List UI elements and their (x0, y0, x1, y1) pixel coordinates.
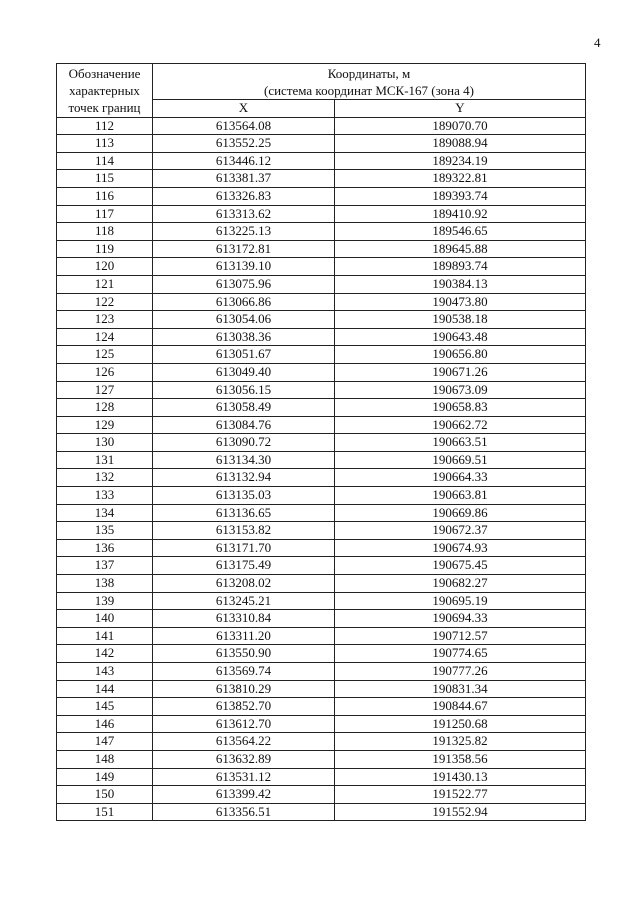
table-row (57, 434, 586, 452)
y-coordinate-cell: 190664.33 (335, 469, 586, 487)
x-coordinate-cell: 613136.65 (153, 504, 335, 522)
x-coordinate-cell: 613311.20 (153, 627, 335, 645)
table-row (57, 416, 586, 434)
y-coordinate-cell: 190694.33 (335, 610, 586, 628)
table-row (57, 293, 586, 311)
x-coordinate-cell: 613172.81 (153, 240, 335, 258)
x-coordinate-cell: 613132.94 (153, 469, 335, 487)
table-header (57, 64, 586, 118)
x-coordinate-cell: 613632.89 (153, 750, 335, 768)
x-coordinate-cell: 613075.96 (153, 275, 335, 293)
table-row (57, 311, 586, 329)
point-id-cell: 129 (57, 416, 153, 434)
y-coordinate-cell: 190712.57 (335, 627, 586, 645)
x-coordinate-cell: 613208.02 (153, 575, 335, 593)
point-id-cell: 148 (57, 750, 153, 768)
table-row (57, 223, 586, 241)
table-row (57, 592, 586, 610)
point-id-cell: 122 (57, 293, 153, 311)
point-id-cell: 115 (57, 170, 153, 188)
y-coordinate-cell: 190656.80 (335, 346, 586, 364)
point-id-cell: 146 (57, 715, 153, 733)
x-coordinate-cell: 613245.21 (153, 592, 335, 610)
point-id-cell: 128 (57, 399, 153, 417)
header-row-1 (57, 64, 586, 100)
point-id-cell: 119 (57, 240, 153, 258)
table-row (57, 275, 586, 293)
table-row (57, 768, 586, 786)
point-id-cell: 112 (57, 117, 153, 135)
table-row (57, 258, 586, 276)
x-coordinate-cell: 613066.86 (153, 293, 335, 311)
point-id-cell: 124 (57, 328, 153, 346)
point-id-cell: 150 (57, 786, 153, 804)
y-coordinate-cell: 190663.81 (335, 487, 586, 505)
coordinates-title: Координаты, м (327, 66, 411, 81)
table-row (57, 381, 586, 399)
y-coordinate-cell: 191522.77 (335, 786, 586, 804)
x-coordinate-cell: 613399.42 (153, 786, 335, 804)
point-id-cell: 138 (57, 575, 153, 593)
table-row (57, 803, 586, 821)
table-row (57, 487, 586, 505)
y-coordinate-cell: 190682.27 (335, 575, 586, 593)
x-coordinate-cell: 613531.12 (153, 768, 335, 786)
x-coordinate-cell: 613326.83 (153, 187, 335, 205)
y-coordinate-cell: 190384.13 (335, 275, 586, 293)
y-coordinate-cell: 191358.56 (335, 750, 586, 768)
y-coordinate-cell: 190658.83 (335, 399, 586, 417)
point-id-cell: 114 (57, 152, 153, 170)
y-coordinate-cell: 190538.18 (335, 311, 586, 329)
y-coordinate-cell: 190662.72 (335, 416, 586, 434)
x-coordinate-cell: 613356.51 (153, 803, 335, 821)
table-row (57, 786, 586, 804)
point-id-cell: 136 (57, 539, 153, 557)
x-coordinate-cell: 613090.72 (153, 434, 335, 452)
x-coordinate-cell: 613175.49 (153, 557, 335, 575)
x-coordinate-cell: 613564.22 (153, 733, 335, 751)
point-id-cell: 142 (57, 645, 153, 663)
point-id-cell: 125 (57, 346, 153, 364)
point-id-cell: 145 (57, 698, 153, 716)
x-coordinate-cell: 613612.70 (153, 715, 335, 733)
table-row (57, 663, 586, 681)
table-row (57, 170, 586, 188)
point-id-cell: 143 (57, 663, 153, 681)
table-row (57, 539, 586, 557)
x-coordinate-cell: 613054.06 (153, 311, 335, 329)
y-coordinate-cell: 190831.34 (335, 680, 586, 698)
x-coordinate-cell: 613564.08 (153, 117, 335, 135)
table-row (57, 504, 586, 522)
table-row (57, 610, 586, 628)
x-column-header: X (153, 100, 335, 118)
x-coordinate-cell: 613049.40 (153, 363, 335, 381)
point-id-cell: 118 (57, 223, 153, 241)
x-coordinate-cell: 613038.36 (153, 328, 335, 346)
y-coordinate-cell: 190844.67 (335, 698, 586, 716)
point-header-line-3: точек границ (68, 100, 141, 115)
table-row (57, 575, 586, 593)
point-id-cell: 127 (57, 381, 153, 399)
y-coordinate-cell: 189234.19 (335, 152, 586, 170)
point-id-cell: 134 (57, 504, 153, 522)
page-number: 4 (594, 35, 601, 50)
y-coordinate-cell: 190695.19 (335, 592, 586, 610)
y-coordinate-cell: 191552.94 (335, 803, 586, 821)
coordinates-system: (система координат МСК-167 (зона 4) (264, 83, 474, 98)
y-coordinate-cell: 191250.68 (335, 715, 586, 733)
point-id-cell: 113 (57, 135, 153, 153)
y-coordinate-cell: 190673.09 (335, 381, 586, 399)
y-coordinate-cell: 190777.26 (335, 663, 586, 681)
point-id-cell: 131 (57, 451, 153, 469)
table-body (57, 117, 586, 821)
x-coordinate-cell: 613810.29 (153, 680, 335, 698)
x-coordinate-cell: 613134.30 (153, 451, 335, 469)
table-row (57, 187, 586, 205)
table-row (57, 715, 586, 733)
y-coordinate-cell: 190643.48 (335, 328, 586, 346)
x-coordinate-cell: 613550.90 (153, 645, 335, 663)
y-coordinate-cell: 189393.74 (335, 187, 586, 205)
y-coordinate-cell: 189070.70 (335, 117, 586, 135)
table-row (57, 117, 586, 135)
table-row (57, 645, 586, 663)
y-coordinate-cell: 190672.37 (335, 522, 586, 540)
table-row (57, 680, 586, 698)
x-coordinate-cell: 613381.37 (153, 170, 335, 188)
y-column-header: Y (335, 100, 586, 118)
x-coordinate-cell: 613051.67 (153, 346, 335, 364)
point-id-cell: 139 (57, 592, 153, 610)
point-header-line-2: характерных (69, 83, 140, 98)
table-row (57, 750, 586, 768)
y-coordinate-cell: 189645.88 (335, 240, 586, 258)
table-row (57, 627, 586, 645)
y-coordinate-cell: 190669.51 (335, 451, 586, 469)
x-coordinate-cell: 613446.12 (153, 152, 335, 170)
x-coordinate-cell: 613852.70 (153, 698, 335, 716)
x-coordinate-cell: 613225.13 (153, 223, 335, 241)
point-id-cell: 116 (57, 187, 153, 205)
point-id-cell: 121 (57, 275, 153, 293)
y-coordinate-cell: 191325.82 (335, 733, 586, 751)
table-row (57, 399, 586, 417)
table-row (57, 451, 586, 469)
x-coordinate-cell: 613056.15 (153, 381, 335, 399)
table-row (57, 522, 586, 540)
table-row (57, 240, 586, 258)
coordinates-table (56, 63, 586, 821)
point-designation-header (57, 64, 153, 118)
point-id-cell: 135 (57, 522, 153, 540)
x-coordinate-cell: 613135.03 (153, 487, 335, 505)
table-row (57, 363, 586, 381)
x-coordinate-cell: 613171.70 (153, 539, 335, 557)
point-id-cell: 137 (57, 557, 153, 575)
point-id-cell: 140 (57, 610, 153, 628)
point-id-cell: 123 (57, 311, 153, 329)
x-coordinate-cell: 613313.62 (153, 205, 335, 223)
table-row (57, 152, 586, 170)
point-id-cell: 149 (57, 768, 153, 786)
point-id-cell: 144 (57, 680, 153, 698)
x-coordinate-cell: 613139.10 (153, 258, 335, 276)
point-id-cell: 120 (57, 258, 153, 276)
point-header-line-1: Обозначение (68, 66, 141, 81)
point-id-cell: 130 (57, 434, 153, 452)
y-coordinate-cell: 190671.26 (335, 363, 586, 381)
x-coordinate-cell: 613153.82 (153, 522, 335, 540)
y-coordinate-cell: 189410.92 (335, 205, 586, 223)
point-id-cell: 117 (57, 205, 153, 223)
point-id-cell: 126 (57, 363, 153, 381)
x-coordinate-cell: 613552.25 (153, 135, 335, 153)
y-coordinate-cell: 189893.74 (335, 258, 586, 276)
table-row (57, 205, 586, 223)
point-id-cell: 147 (57, 733, 153, 751)
table-row (57, 346, 586, 364)
y-coordinate-cell: 190669.86 (335, 504, 586, 522)
y-coordinate-cell: 189088.94 (335, 135, 586, 153)
point-id-cell: 133 (57, 487, 153, 505)
coordinates-header (153, 64, 586, 100)
point-id-cell: 141 (57, 627, 153, 645)
y-coordinate-cell: 191430.13 (335, 768, 586, 786)
y-coordinate-cell: 189322.81 (335, 170, 586, 188)
table-row (57, 135, 586, 153)
table-row (57, 557, 586, 575)
x-coordinate-cell: 613569.74 (153, 663, 335, 681)
x-coordinate-cell: 613084.76 (153, 416, 335, 434)
y-coordinate-cell: 190674.93 (335, 539, 586, 557)
table-row (57, 469, 586, 487)
y-coordinate-cell: 190675.45 (335, 557, 586, 575)
y-coordinate-cell: 190663.51 (335, 434, 586, 452)
x-coordinate-cell: 613058.49 (153, 399, 335, 417)
point-id-cell: 151 (57, 803, 153, 821)
y-coordinate-cell: 190473.80 (335, 293, 586, 311)
table-row (57, 328, 586, 346)
point-id-cell: 132 (57, 469, 153, 487)
table-row (57, 698, 586, 716)
y-coordinate-cell: 190774.65 (335, 645, 586, 663)
y-coordinate-cell: 189546.65 (335, 223, 586, 241)
table-row (57, 733, 586, 751)
x-coordinate-cell: 613310.84 (153, 610, 335, 628)
